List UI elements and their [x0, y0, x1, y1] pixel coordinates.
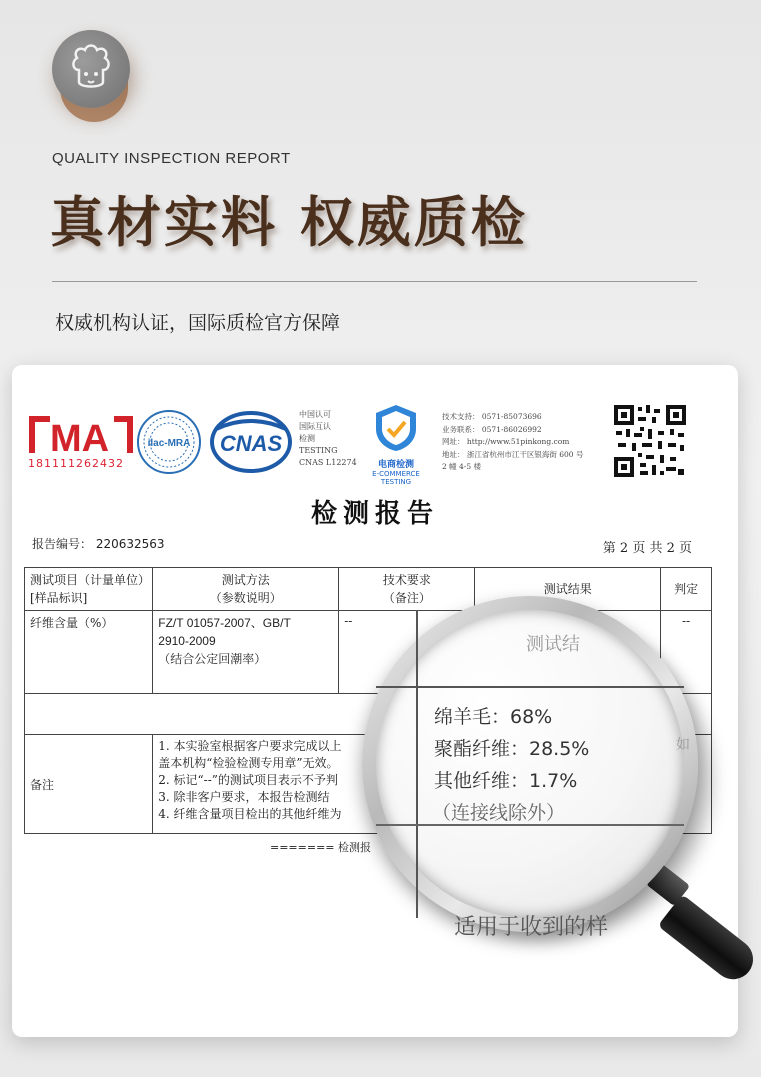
lens-table-line: [416, 610, 418, 918]
cnas-line: 国际互认: [299, 422, 331, 431]
ecom-label-cn: 电商检测: [377, 460, 414, 470]
result-note: （连接线除外）: [432, 802, 566, 824]
contact-line: 业务联系： 0571-86026992: [442, 424, 542, 434]
header-cell: [25, 568, 153, 611]
cnas-line: TESTING: [299, 446, 338, 455]
report-title: 检测报告: [310, 499, 439, 529]
cma-logo-icon: [28, 415, 134, 460]
result-other: 其他纤维：1.7%: [434, 770, 578, 792]
report-number: 报告编号： 220632563: [32, 537, 165, 551]
header-cell: [153, 568, 339, 611]
result-wool: 绵羊毛：68%: [434, 706, 553, 728]
header-text: [样品标识]: [30, 591, 88, 605]
ilac-mra-logo-icon: [136, 409, 202, 475]
contact-info: [442, 411, 583, 474]
method-line: （结合公定回潮率）: [158, 652, 267, 666]
header-text: 测试方法: [221, 573, 270, 587]
report-footer: ======= 检测报: [270, 841, 372, 854]
notes-label: 备注: [25, 735, 153, 834]
divider: [52, 281, 697, 282]
page-indicator: 第 2 页 共 2 页: [602, 541, 692, 556]
note-line: 2. 标记“--”的测试项目表示不予判: [158, 773, 338, 787]
header-text: （备注）: [382, 591, 431, 605]
header-text: 测试结果: [543, 582, 592, 596]
english-title: QUALITY INSPECTION REPORT: [52, 150, 291, 167]
header-text: （参数说明）: [209, 591, 282, 605]
judge-cell: --: [661, 611, 712, 694]
note-line: 盖本机构“检验检测专用章”无效。: [158, 756, 339, 770]
qr-code-icon: [612, 403, 688, 479]
cnas-cert-text: [299, 409, 357, 469]
method-cell: [153, 611, 339, 694]
result-polyester: 聚酯纤维：28.5%: [434, 738, 590, 760]
cma-code: 181111262432: [28, 457, 124, 470]
cnas-line: 检测: [299, 434, 315, 443]
ilac-text: ilac-MRA: [147, 438, 191, 449]
contact-line: 技术支持： 0571-85073696: [442, 412, 542, 421]
lens-table-line: [376, 686, 684, 688]
ecom-label-en: E-COMMERCE TESTING: [372, 470, 420, 486]
header-cell: [339, 568, 475, 611]
cma-text: MA: [50, 418, 110, 460]
note-line: 3. 除非客户要求，本报告检测结: [158, 790, 330, 804]
lens-faded-text: 测试结: [526, 634, 580, 655]
header-text: 判定: [674, 582, 699, 596]
header-text: 技术要求: [382, 573, 431, 587]
note-line: 1. 本实验室根据客户要求完成以上: [158, 739, 342, 753]
lens-faded-text: 如: [676, 737, 690, 753]
note-line: 4. 纤维含量项目检出的其他纤维为: [158, 807, 342, 821]
requirement-cell: --: [339, 611, 475, 694]
contact-line: 2 幢 4-5 楼: [442, 462, 482, 471]
table-header-row: [25, 568, 712, 611]
sheep-logo: [52, 30, 130, 108]
main-title: 真材实料 权威质检: [50, 191, 528, 254]
method-line: 2910-2009: [158, 634, 216, 648]
lens-bottom-text: 适用于收到的样: [454, 915, 609, 940]
contact-line: 地址： 浙江省杭州市江干区银海街 600 号: [442, 449, 584, 459]
cnas-line: CNAS L12274: [299, 458, 357, 467]
method-line: FZ/T 01057-2007、GB/T: [158, 616, 291, 630]
header-cell: [661, 568, 712, 611]
header-text: 测试项目（计量单位）: [30, 573, 151, 587]
sheep-icon: [69, 44, 113, 92]
item-cell: 纤维含量（%）: [25, 611, 153, 694]
subtitle: 权威机构认证，国际质检官方保障: [55, 312, 341, 334]
cnas-line: 中国认可: [299, 410, 331, 419]
shield-check-icon: [372, 403, 420, 453]
cnas-text: CNAS: [219, 431, 283, 456]
ecommerce-testing-logo: [360, 403, 432, 486]
contact-line: 网址： http://www.51pinkong.com: [442, 437, 570, 446]
magnifier-lens: [376, 610, 690, 940]
cnas-logo-icon: [210, 411, 292, 473]
